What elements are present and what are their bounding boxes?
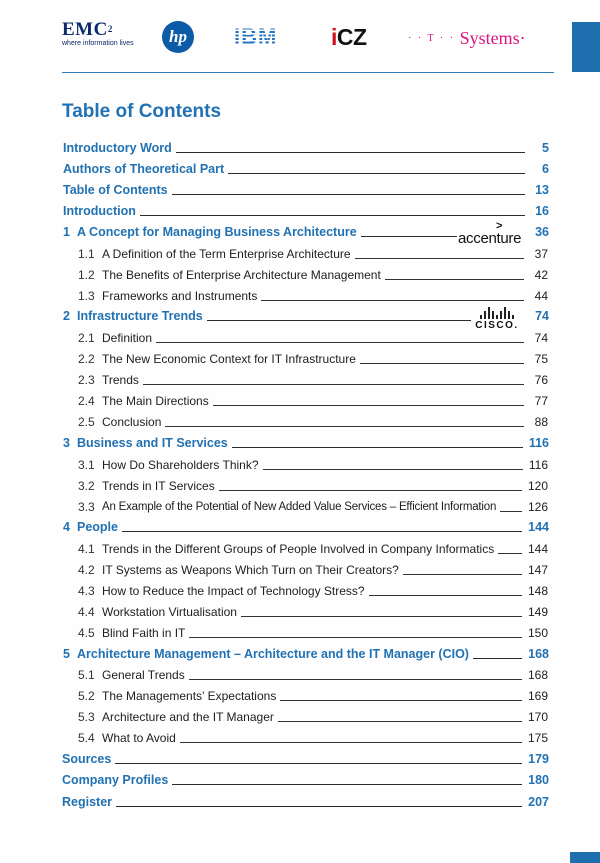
toc-entry[interactable] [78, 603, 548, 619]
toc-entry[interactable] [78, 708, 548, 724]
toc-entry-title: What to Avoid [102, 731, 176, 745]
toc-leader-line [180, 742, 522, 743]
toc-entry-title: Workstation Virtualisation [102, 605, 237, 619]
ibm-logo-text: IBM [234, 24, 278, 49]
toc-entry-title: Introduction [63, 204, 136, 218]
toc-entry-title: The New Economic Context for IT Infrastructure [102, 352, 356, 366]
toc-entry[interactable] [78, 287, 548, 303]
toc-entry-title: Infrastructure Trends [77, 309, 203, 323]
toc-leader-line [115, 763, 522, 764]
toc-entry-title: Architecture and the IT Manager [102, 710, 274, 724]
toc-leader-line [207, 320, 471, 321]
emc-tagline: where information lives [62, 40, 134, 47]
toc-entry[interactable] [78, 582, 548, 598]
hp-logo-text: hp [169, 27, 187, 46]
ibm-logo [234, 24, 277, 50]
toc-entry[interactable] [78, 266, 548, 282]
toc-entry-title: Company Profiles [62, 773, 169, 787]
toc-entry-title: General Trends [102, 668, 185, 682]
toc-entry-title: People [77, 520, 118, 534]
toc-entry-title: The Benefits of Enterprise Architecture Management [102, 268, 381, 282]
icz-logo [331, 23, 367, 51]
toc-entry-number: 2.3 [78, 373, 95, 387]
toc-entry-title: Definition [102, 331, 153, 345]
toc-entry-number: 2 [63, 309, 70, 323]
toc-leader-line [263, 469, 523, 470]
accenture-logo [458, 220, 522, 247]
toc-entry-title: IT Systems as Weapons Which Turn on Their Creators? [102, 563, 399, 577]
toc-entry[interactable] [63, 139, 549, 155]
toc-entry-number: 1.2 [78, 268, 95, 282]
toc-entry-title: Architecture Management – Architecture and the IT Manager (CIO) [77, 647, 469, 661]
hp-logo [162, 21, 194, 53]
side-tab-decoration [572, 22, 600, 72]
toc-leader-line [172, 784, 522, 785]
toc-entry[interactable] [63, 160, 549, 176]
toc-leader-line [176, 152, 525, 153]
toc-entry-title: How Do Shareholders Think? [102, 458, 259, 472]
toc-leader-line [278, 721, 522, 722]
toc-entry-title: Register [62, 795, 113, 809]
toc-leader-line [228, 173, 525, 174]
toc-entry-number: 4.2 [78, 563, 95, 577]
toc-leader-line [143, 384, 524, 385]
toc-leader-line [213, 405, 524, 406]
toc-entry-page: 180 [528, 773, 549, 787]
toc-entry-title: Conclusion [102, 415, 162, 429]
toc-entry-number: 1 [63, 225, 70, 239]
toc-entry-page: 207 [528, 795, 549, 809]
toc-leader-line [473, 658, 522, 659]
toc-entry[interactable] [78, 729, 548, 745]
toc-entry-title: An Example of the Potential of New Added Value Services – Efficient Information [102, 501, 497, 513]
toc-entry-page: 44 [534, 289, 548, 303]
toc-entry-page: 179 [528, 752, 549, 766]
toc-entry-page: 144 [528, 520, 549, 534]
toc-entry-page: 75 [534, 352, 548, 366]
t-systems-text: Systems· [459, 27, 526, 48]
toc-entry[interactable] [78, 350, 548, 366]
cisco-bars-icon [474, 306, 520, 319]
toc-entry-page: 36 [535, 225, 549, 239]
toc-leader-line [385, 279, 524, 280]
toc-entry-title: Business and IT Services [77, 436, 228, 450]
toc-leader-line [172, 194, 525, 195]
toc-entry-title: Table of Contents [63, 183, 168, 197]
toc-entry-page: 144 [527, 542, 548, 556]
toc-entry[interactable] [78, 413, 548, 429]
toc-leader-line [369, 595, 522, 596]
toc-entry-number: 3.1 [78, 458, 95, 472]
toc-leader-line [360, 363, 524, 364]
toc-entry[interactable] [78, 624, 548, 640]
toc-leader-line [232, 447, 523, 448]
toc-entry[interactable] [63, 181, 549, 197]
toc-entry-page: 5 [542, 141, 549, 155]
toc-entry-number: 4.3 [78, 584, 95, 598]
toc-entry[interactable] [63, 434, 549, 450]
toc-entry-number: 5.2 [78, 689, 95, 703]
toc-entry[interactable] [78, 540, 548, 556]
toc-entry-page: 37 [534, 247, 548, 261]
toc-entry-page: 120 [527, 479, 548, 493]
toc-entry-page: 126 [527, 500, 548, 514]
toc-entry-number: 2.1 [78, 331, 95, 345]
toc-entry-number: 1.3 [78, 289, 95, 303]
toc-leader-line [156, 342, 524, 343]
toc-entry-page: 77 [534, 394, 548, 408]
toc-leader-line [140, 215, 525, 216]
toc-entry-title: Trends [102, 373, 139, 387]
toc-leader-line [116, 806, 522, 807]
toc-entry[interactable] [78, 666, 548, 682]
toc-entry[interactable] [78, 456, 548, 472]
toc-entry-number: 2.4 [78, 394, 95, 408]
toc-entry-number: 3.3 [78, 500, 95, 514]
toc-entry-title: The Managements’ Expectations [102, 689, 277, 703]
toc-entry-page: 116 [528, 436, 549, 450]
toc-entry-number: 2.5 [78, 415, 95, 429]
toc-leader-line [498, 553, 522, 554]
toc-leader-line [261, 300, 524, 301]
toc-entry-title: Sources [62, 752, 112, 766]
toc-entry[interactable] [78, 392, 548, 408]
toc-entry[interactable] [78, 477, 548, 493]
toc-entry-page: 74 [534, 331, 548, 345]
toc-leader-line [219, 490, 522, 491]
toc-leader-line [165, 426, 524, 427]
toc-entry[interactable] [62, 750, 549, 766]
toc-entry-title: Trends in IT Services [102, 479, 215, 493]
toc-entry[interactable] [78, 687, 548, 703]
toc-leader-line [361, 236, 457, 237]
toc-entry[interactable] [63, 645, 549, 661]
toc-entry-title: How to Reduce the Impact of Technology Stress? [102, 584, 365, 598]
toc-entry[interactable] [63, 202, 549, 218]
header-divider [62, 72, 554, 73]
toc-entry-title: Authors of Theoretical Part [63, 162, 225, 176]
toc-entry-number: 4 [63, 520, 70, 534]
toc-entry-page: 13 [535, 183, 549, 197]
toc-entry-title: Trends in the Different Groups of People Involved in Company Informatics [102, 542, 495, 556]
toc-entry-page: 148 [527, 584, 548, 598]
toc-entry[interactable] [62, 771, 549, 787]
toc-entry[interactable] [78, 371, 548, 387]
toc-entry-page: 170 [527, 710, 548, 724]
toc-entry-page: 116 [528, 458, 548, 472]
toc-entry-title: A Definition of the Term Enterprise Architecture [102, 247, 351, 261]
toc-entry-page: 74 [535, 309, 549, 323]
toc-entry-title: Blind Faith in IT [102, 626, 186, 640]
toc-leader-line [403, 574, 522, 575]
toc-entry-page: 149 [527, 605, 548, 619]
toc-entry[interactable] [78, 561, 548, 577]
toc-entry-page: 6 [542, 162, 549, 176]
toc-entry-number: 3.2 [78, 479, 95, 493]
toc-leader-line [500, 511, 522, 512]
toc-leader-line [122, 531, 522, 532]
toc-entry-page: 88 [534, 415, 548, 429]
t-systems-logo [408, 27, 526, 49]
icz-logo-text: CZ [336, 23, 367, 50]
toc-entry-number: 5.1 [78, 668, 95, 682]
toc-leader-line [241, 616, 522, 617]
toc-entry-number: 4.4 [78, 605, 95, 619]
toc-entry-number: 1.1 [78, 247, 95, 261]
accenture-mark: > [496, 220, 503, 232]
toc-entry-page: 147 [527, 563, 548, 577]
toc-entry-title: The Main Directions [102, 394, 209, 408]
toc-entry-number: 5.4 [78, 731, 95, 745]
toc-entry-page: 76 [534, 373, 548, 387]
toc-entry-title: Frameworks and Instruments [102, 289, 258, 303]
icz-logo-i: i [331, 23, 337, 50]
toc-entry[interactable] [63, 518, 549, 534]
page-corner-tab [570, 852, 600, 863]
toc-entry-page: 168 [528, 647, 549, 661]
toc-leader-line [280, 700, 522, 701]
toc-entry-title: A Concept for Managing Business Architecture [77, 225, 357, 239]
t-systems-dots: · · T · · [408, 32, 456, 44]
toc-entry-title: Introductory Word [63, 141, 172, 155]
cisco-logo-text: CISCO. [475, 320, 519, 331]
emc-logo-text: EMC [62, 19, 108, 40]
toc-entry-number: 3 [63, 436, 70, 450]
toc-entry[interactable] [78, 498, 548, 514]
toc-entry-number: 5 [63, 647, 70, 661]
accenture-logo-text: accenture [458, 230, 522, 247]
toc-entry-page: 175 [527, 731, 548, 745]
page-title: Table of Contents [62, 101, 222, 122]
toc-leader-line [355, 258, 524, 259]
toc-entry-page: 42 [534, 268, 548, 282]
toc-entry[interactable] [62, 793, 549, 809]
toc-entry-number: 4.1 [78, 542, 95, 556]
toc-entry-page: 16 [535, 204, 549, 218]
emc-logo-sup: 2 [107, 24, 113, 34]
toc-entry-number: 5.3 [78, 710, 95, 724]
toc-leader-line [189, 679, 522, 680]
emc-logo [62, 20, 134, 52]
toc-leader-line [189, 637, 522, 638]
toc-entry-page: 150 [527, 626, 548, 640]
toc-entry-page: 168 [527, 668, 548, 682]
cisco-logo [474, 306, 520, 332]
toc-entry-number: 4.5 [78, 626, 95, 640]
toc-entry-number: 2.2 [78, 352, 95, 366]
toc-entry[interactable] [78, 245, 548, 261]
toc-entry-page: 169 [527, 689, 548, 703]
